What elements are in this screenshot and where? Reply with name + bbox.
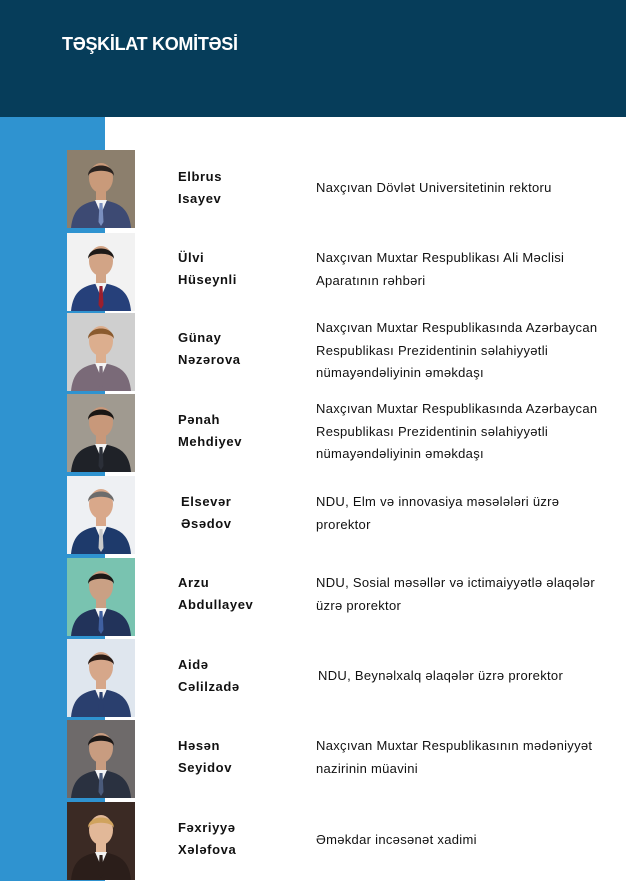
member-last-name: Əsədov [181, 516, 232, 531]
member-role: Naxçıvan Muxtar Respublikasında Azərbaycan Respublikası Prezidentinin səlahiyyətli nümayəndəliyinin əməkdaşı [316, 401, 598, 461]
member-name [181, 491, 301, 535]
member-first-name: Fəxriyyə [178, 820, 236, 835]
member-first-name: Ülvi [178, 250, 205, 265]
member-name [178, 166, 298, 210]
member-photo [67, 639, 135, 717]
member-role: NDU, Sosial məsəllər və ictimaiyyətlə əlaqələr üzrə prorektor [316, 575, 595, 613]
member-first-name: Həsən [178, 738, 221, 753]
member-role: Naxçıvan Muxtar Respublikası Ali Məclisi Aparatının rəhbəri [316, 250, 565, 288]
member-name [178, 409, 298, 453]
member-role: Naxçıvan Muxtar Respublikasının mədəniyyət nazirinin müavini [316, 738, 593, 776]
member-first-name: Pənah [178, 412, 221, 427]
member-row [0, 639, 626, 719]
member-row [0, 150, 626, 230]
member-role: Naxçıvan Dövlət Universitetinin rektoru [316, 180, 552, 195]
member-first-name: Arzu [178, 575, 210, 590]
member-first-name: Elbrus [178, 169, 223, 184]
member-last-name: Mehdiyev [178, 434, 243, 449]
member-name [178, 735, 298, 779]
member-last-name: Xələfova [178, 842, 237, 857]
member-first-name: Günay [178, 330, 222, 345]
member-row [0, 476, 626, 556]
member-name [178, 247, 298, 291]
member-row [0, 394, 626, 474]
member-role: Əməkdar incəsənət xadimi [316, 832, 477, 847]
member-photo [67, 558, 135, 636]
member-name [178, 817, 298, 861]
member-row [0, 233, 626, 313]
page-title: TƏŞKİLAT KOMİTƏSİ [62, 34, 238, 54]
member-last-name: Cəlilzadə [178, 679, 240, 694]
member-last-name: Seyidov [178, 760, 233, 775]
member-name [178, 327, 298, 371]
member-first-name: Aidə [178, 657, 209, 672]
member-last-name: Abdullayev [178, 597, 254, 612]
member-last-name: Nəzərova [178, 352, 241, 367]
member-row [0, 802, 626, 882]
member-photo [67, 313, 135, 391]
member-name [178, 572, 298, 616]
member-role: NDU, Elm və innovasiya məsələləri üzrə prorektor [316, 494, 560, 532]
member-last-name: Isayev [178, 191, 222, 206]
member-row [0, 313, 626, 393]
member-photo [67, 476, 135, 554]
member-photo [67, 720, 135, 798]
member-photo [67, 150, 135, 228]
member-last-name: Hüseynli [178, 272, 237, 287]
member-photo [67, 802, 135, 880]
member-row [0, 558, 626, 638]
member-name [178, 654, 298, 698]
member-role: NDU, Beynəlxalq əlaqələr üzrə prorektor [318, 668, 564, 683]
member-role: Naxçıvan Muxtar Respublikasında Azərbaycan Respublikası Prezidentinin səlahiyyətli nümayəndəliyinin əməkdaşı [316, 320, 598, 380]
member-row [0, 720, 626, 800]
member-photo [67, 394, 135, 472]
member-photo [67, 233, 135, 311]
page-header [0, 0, 626, 117]
member-first-name: Elsevər [181, 494, 232, 509]
